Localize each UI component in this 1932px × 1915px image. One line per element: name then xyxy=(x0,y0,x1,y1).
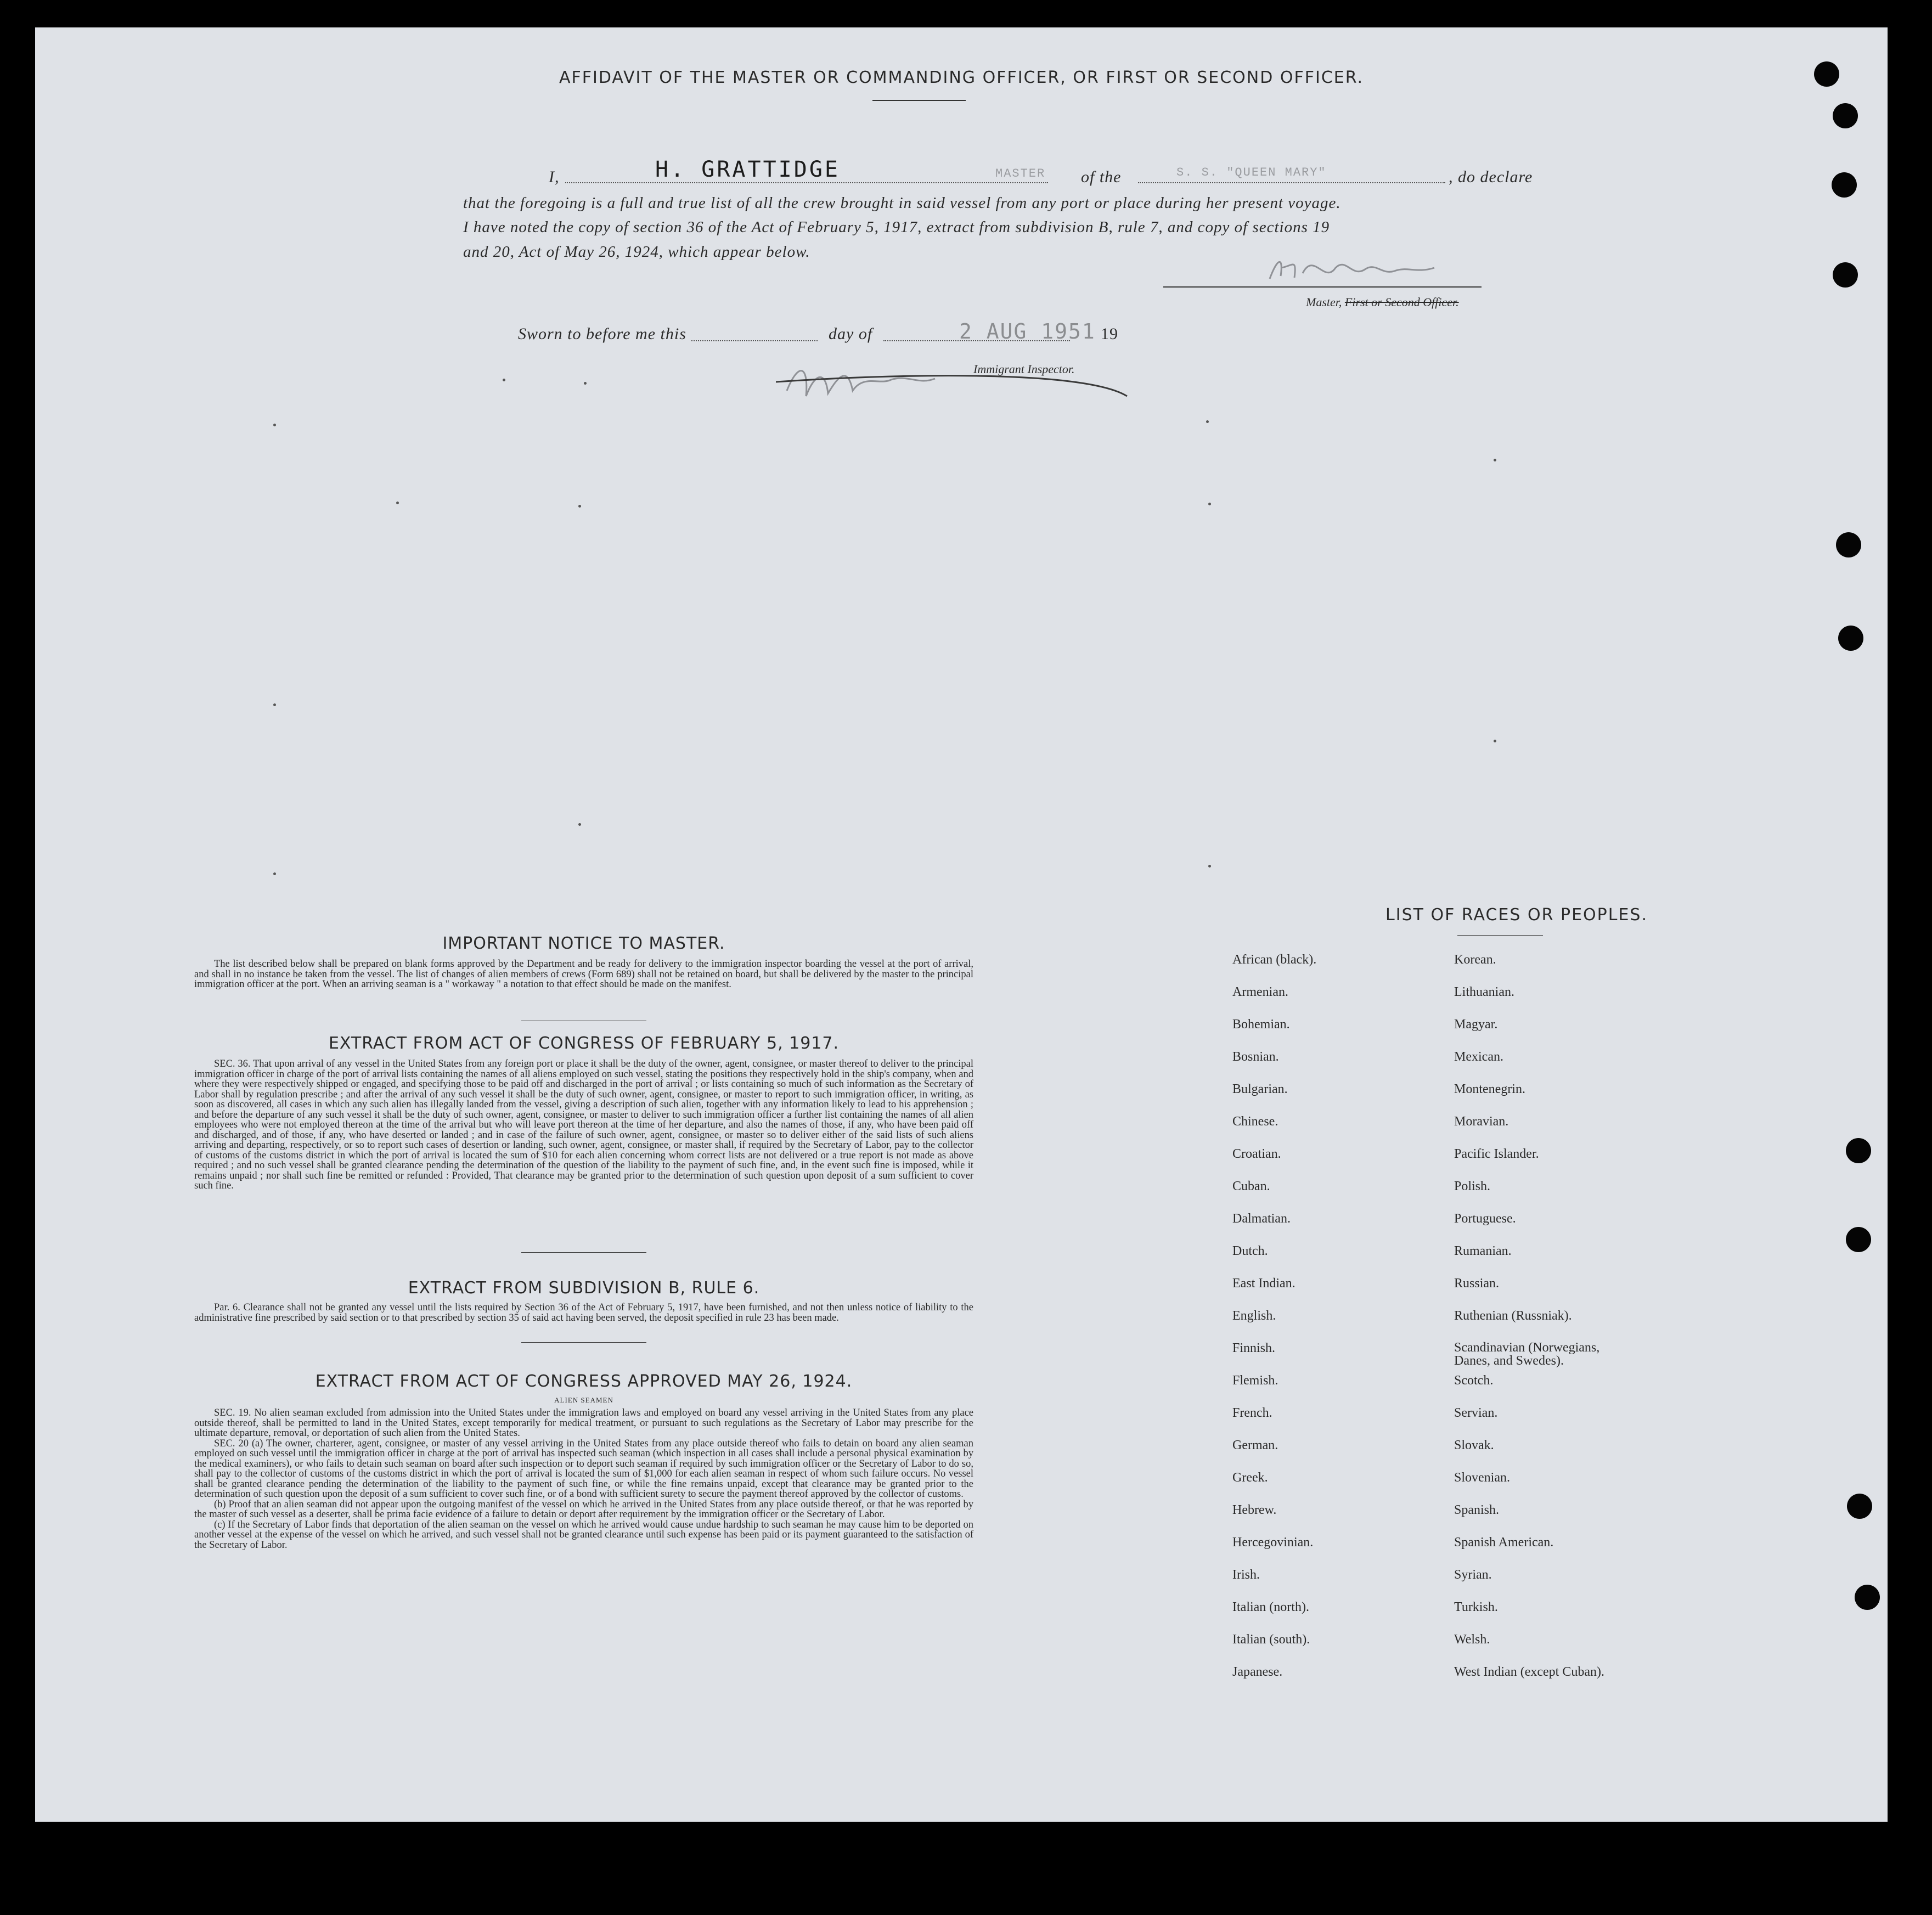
race-item: Hebrew. xyxy=(1232,1503,1277,1517)
race-item: Pacific Islander. xyxy=(1454,1147,1539,1161)
race-item: Korean. xyxy=(1454,953,1496,967)
race-item: Syrian. xyxy=(1454,1568,1492,1582)
affidavit-heading: AFFIDAVIT OF THE MASTER OR COMMANDING OFFICER, OR FIRST OR SECOND OFFICER. xyxy=(559,68,1364,87)
race-item: Scotch. xyxy=(1454,1373,1494,1388)
speck xyxy=(1206,420,1209,423)
speck xyxy=(1494,740,1496,742)
vessel-name: S. S. "QUEEN MARY" xyxy=(1176,166,1327,179)
alien-seamen-subheading: ALIEN SEAMEN xyxy=(554,1396,613,1404)
speck xyxy=(273,872,276,875)
race-item: Italian (south). xyxy=(1232,1632,1310,1647)
race-item: Cuban. xyxy=(1232,1179,1270,1193)
race-item: Slovenian. xyxy=(1454,1471,1510,1485)
race-item: Bosnian. xyxy=(1232,1050,1279,1064)
race-item: West Indian (except Cuban). xyxy=(1454,1665,1604,1679)
notice-body: The list described below shall be prepared on blank forms approved by the Department and be ready for delivery to the immigration inspector boarding the vessel at the port of arrival, and shall in no instance be taken from the vessel. The list of changes of alien members of crews (Form 689) shall not be retained on board, but shall be delivered by the master to the principal immigration officer at the port. When an arriving seaman is a " workaway " a notation to that effect should be made on the manifest. xyxy=(194,959,973,990)
race-item: French. xyxy=(1232,1406,1272,1420)
race-item: African (black). xyxy=(1232,953,1317,967)
binder-hole xyxy=(1846,1138,1871,1163)
race-item: East Indian. xyxy=(1232,1276,1295,1291)
declaration-line-3: I have noted the copy of section 36 of the Act of February 5, 1917, extract from subdivision B, rule 7, and copy of sections 19 xyxy=(463,218,1330,236)
race-item: Servian. xyxy=(1454,1406,1498,1420)
race-item: Chinese. xyxy=(1232,1114,1278,1129)
race-item: Dutch. xyxy=(1232,1244,1268,1258)
inspector-signature-icon xyxy=(776,352,1215,413)
race-item: Italian (north). xyxy=(1232,1600,1309,1614)
binder-hole xyxy=(1847,1494,1872,1519)
race-item: Russian. xyxy=(1454,1276,1500,1291)
heading-rule xyxy=(872,100,966,101)
master-name: H. GRATTIDGE xyxy=(655,157,840,182)
binder-hole xyxy=(1846,1227,1871,1252)
race-item: Montenegrin. xyxy=(1454,1082,1525,1096)
binder-hole xyxy=(1833,262,1858,288)
race-item: Moravian. xyxy=(1454,1114,1509,1129)
race-item: Irish. xyxy=(1232,1568,1260,1582)
extract-1924-body: SEC. 19. No alien seaman excluded from admission into the United States under the immigration laws and employed on board any vessel arriving in the United States from any place outside thereof, shall be permitted to land in the United States, except temporarily for medical treatment, or pursuant to such regulations as the Secretary of Labor may prescribe for the ultimate departure, removal, or deportation of such alien from the United States. SEC. 20 (a) The owner, charterer, agent, consignee, or master of any vessel arriving in the United States from any place outside thereof who fails to detain on board any alien seaman employed on such vessel until the immigration officer in charge at the port of arrival has inspected such seaman (which inspection in all cases shall include a personal physical examination by the medical examiners), or who fails to detain such seaman on board after such inspection or to deport such seaman if required by such immigration officer or the Secretary of Labor to do so, shall pay to the collector of customs of the customs district in which the port of arrival is located the sum of $1,000 for each alien seaman in respect of whom such failure occurs. No vessel shall be granted clearance pending the determination of the liability to the payment of such fine, or while the fine remains unpaid, except that clearance may be granted prior to the determination of such question upon the deposit of a sum sufficient to cover such fine, or of a bond with sufficient surety to secure the payment thereof approved by the collector of customs. (b) Proof that an alien seaman did not appear upon the outgoing manifest of the vessel on which he arrived in the United States from any place outside thereof, or that he was reported by the master of such vessel as a deserter, shall be prima facie evidence of a failure to detain or deport after requirement by the immigration officer or the Secretary of Labor. (c) If the Secretary of Labor finds that deportation of the alien seaman on the vessel on which he arrived would cause undue hardship to such seaman he may cause him to be deported on another vessel at the expense of the vessel on which he arrived, and such vessel shall not be granted clearance until such expense has been paid or its payment guaranteed to the satisfaction of the Secretary of Labor. xyxy=(194,1407,973,1551)
race-item: Ruthenian (Russniak). xyxy=(1454,1309,1572,1323)
subdivision-body: Par. 6. Clearance shall not be granted any vessel until the lists required by Section 36 of the Act of February 5, 1917, have been furnished, and not then unless notice of liability to the administrative fine prescribed by said section or to that prescribed by section 35 of said act having been served, the deposit specified in rule 23 has been made. xyxy=(194,1302,973,1323)
speck xyxy=(1208,865,1211,868)
rule-3 xyxy=(521,1342,646,1343)
speck xyxy=(1494,459,1496,461)
race-item: Bohemian. xyxy=(1232,1017,1290,1032)
of-the-label: of the xyxy=(1081,168,1122,186)
race-item: Greek. xyxy=(1232,1471,1268,1485)
binder-hole xyxy=(1838,626,1863,651)
i-label: I, xyxy=(549,168,560,186)
do-declare-label: , do declare xyxy=(1449,168,1533,186)
race-item: Finnish. xyxy=(1232,1341,1276,1355)
race-item: Japanese. xyxy=(1232,1665,1283,1679)
race-item: Lithuanian. xyxy=(1454,985,1514,999)
races-rule xyxy=(1457,935,1543,936)
race-item: Slovak. xyxy=(1454,1438,1494,1452)
race-item: Rumanian. xyxy=(1454,1244,1512,1258)
binder-hole xyxy=(1833,103,1858,128)
race-item: Turkish. xyxy=(1454,1600,1498,1614)
race-item: Dalmatian. xyxy=(1232,1212,1291,1226)
speck xyxy=(1208,503,1211,505)
name-field-line xyxy=(565,182,1048,183)
race-item: Mexican. xyxy=(1454,1050,1503,1064)
date-stamp: 2 AUG 1951 xyxy=(959,319,1096,343)
race-item: Portuguese. xyxy=(1454,1212,1516,1226)
race-item: Armenian. xyxy=(1232,985,1288,999)
master-label: Master, First or Second Officer. xyxy=(1306,295,1459,309)
master-signature-line xyxy=(1163,286,1482,288)
race-item: Welsh. xyxy=(1454,1632,1490,1647)
race-item: Magyar. xyxy=(1454,1017,1498,1032)
binder-hole xyxy=(1832,172,1857,198)
speck xyxy=(503,379,505,381)
day-of-label: day of xyxy=(829,325,873,343)
year-prefix: 19 xyxy=(1101,325,1118,343)
binder-hole xyxy=(1855,1585,1880,1610)
speck xyxy=(273,424,276,426)
race-item: Spanish. xyxy=(1454,1503,1500,1517)
race-item: Bulgarian. xyxy=(1232,1082,1288,1096)
vessel-field-line xyxy=(1138,182,1445,183)
rule-2 xyxy=(521,1252,646,1253)
speck xyxy=(396,502,399,504)
declaration-line-4: and 20, Act of May 26, 1924, which appear below. xyxy=(463,243,810,261)
sworn-label: Sworn to before me this xyxy=(518,325,686,343)
day-field-line xyxy=(691,340,818,341)
speck xyxy=(273,703,276,706)
notice-heading: IMPORTANT NOTICE TO MASTER. xyxy=(442,934,725,953)
declaration-line-2: that the foregoing is a full and true list of all the crew brought in said vessel from any port or place during her present voyage. xyxy=(463,194,1341,212)
extract-1924-heading: EXTRACT FROM ACT OF CONGRESS APPROVED MAY 26, 1924. xyxy=(315,1372,853,1391)
extract-1917-body: SEC. 36. That upon arrival of any vessel in the United States from any foreign port or place it shall be the duty of the owner, agent, consignee, or master thereof to deliver to the principal immigration officer in charge of the port of arrival lists containing the names of all aliens employed on such vessel, stating the positions they respectively hold in the ship's company, when and where they were respectively shipped or engaged, and specifying those to be paid off and discharged in the port of arrival ; or lists containing so much of such information as the Secretary of Labor shall by regulation prescribe ; and after the arrival of any such vessel it shall be the duty of such owner, agent, consignee, or master to report to such immigration officer, in writing, as soon as discovered, all cases in which any such alien has illegally landed from the vessel, giving a description of such alien, together with any information likely to lead to his apprehension ; and before the departure of any such vessel it shall be the duty of such owner, agent, consignee, or master to deliver to such immigration officer a further list containing the names of all alien employees who were not employed thereon at the time of the arrival but who will leave port thereon at the time of her departure, and also the names of those, if any, who have been paid off and discharged, and of those, if any, who have deserted or landed ; and in case of the failure of such owner, agent, consignee, or master so to deliver either of the said lists of such aliens arriving and departing, respectively, or so to report such cases of desertion or landing, such owner, agent, consignee, or master shall, if required by the Secretary of Labor, pay to the collector of customs of the customs district in which the port of arrival is located the sum of $10 for each alien concerning whom correct lists are not delivered or a true report is not made as above required ; and no such vessel shall be granted clearance pending the determination of the question of the liability to the payment of such fine, and, in the event such fine is imposed, while it remains unpaid ; nor shall such fine be remitted or refunded : Provided, That clearance may be granted prior to the determination of such question upon deposit of a sum sufficient to cover such fine. xyxy=(194,1058,973,1191)
binder-hole xyxy=(1814,61,1839,87)
subdivision-heading: EXTRACT FROM SUBDIVISION B, RULE 6. xyxy=(408,1278,760,1298)
speck xyxy=(578,823,581,826)
rank-text: MASTER xyxy=(995,167,1046,181)
race-item: Hercegovinian. xyxy=(1232,1535,1314,1550)
races-heading: LIST OF RACES OR PEOPLES. xyxy=(1385,905,1648,925)
master-signature-icon xyxy=(1264,246,1451,290)
race-item: German. xyxy=(1232,1438,1278,1452)
race-item: Spanish American. xyxy=(1454,1535,1554,1550)
race-item: Croatian. xyxy=(1232,1147,1281,1161)
inspector-label: Immigrant Inspector. xyxy=(973,362,1075,376)
document-page xyxy=(35,27,1888,1822)
race-item: Polish. xyxy=(1454,1179,1491,1193)
speck xyxy=(584,382,587,385)
race-item: Flemish. xyxy=(1232,1373,1278,1388)
extract-1917-heading: EXTRACT FROM ACT OF CONGRESS OF FEBRUARY 5, 1917. xyxy=(328,1034,840,1053)
speck xyxy=(578,505,581,508)
race-item: Scandinavian (Norwegians, Danes, and Swedes). xyxy=(1454,1340,1600,1368)
race-item: English. xyxy=(1232,1309,1276,1323)
binder-hole xyxy=(1836,532,1861,557)
